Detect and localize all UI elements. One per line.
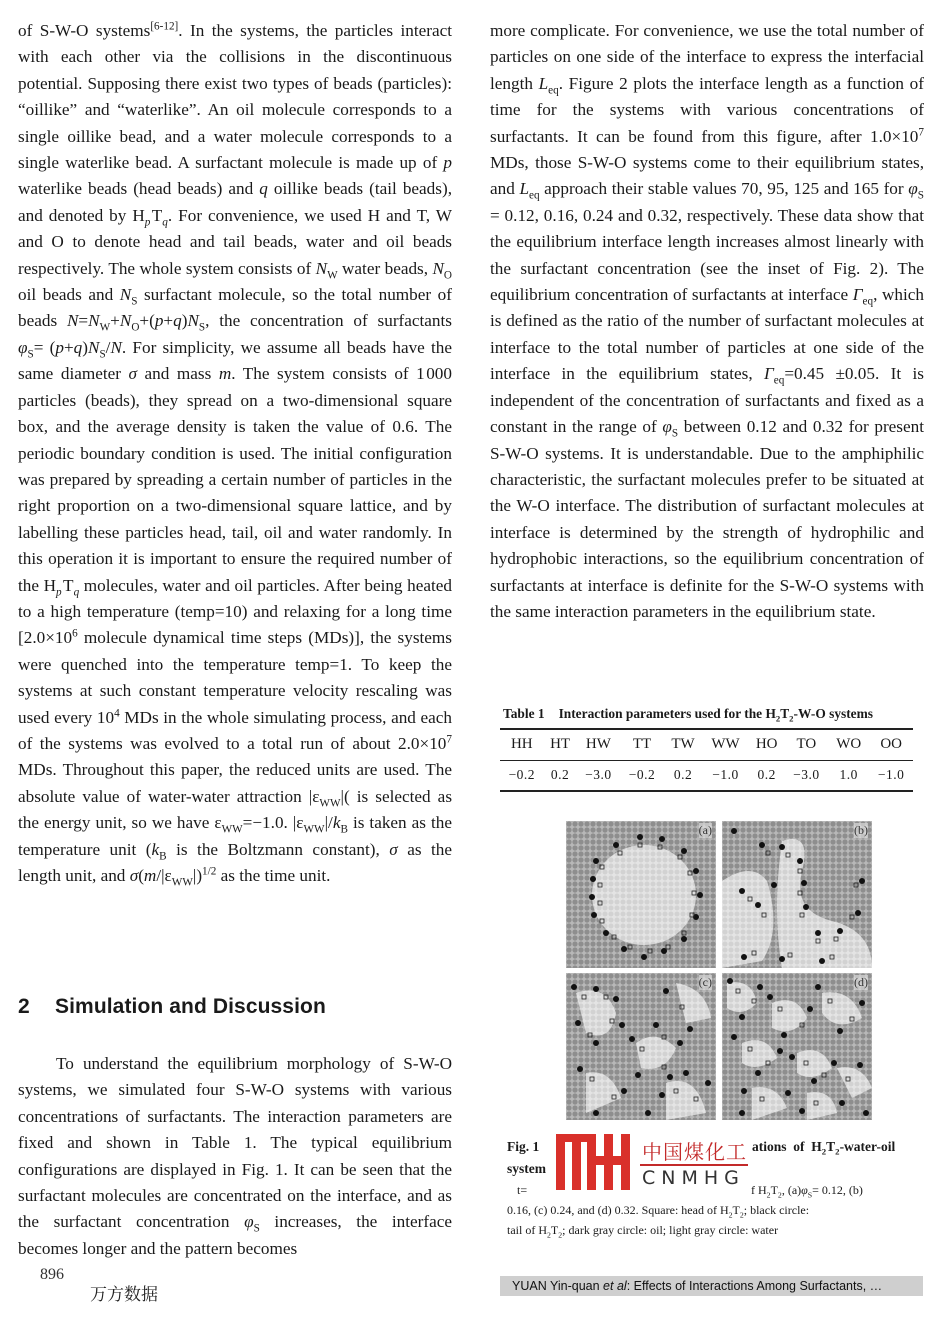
table-caption bbox=[503, 706, 913, 722]
header-cell: TT bbox=[632, 736, 652, 753]
particle-snapshot-d bbox=[722, 973, 872, 1120]
header-cell: OO bbox=[880, 736, 902, 753]
running-head-author: YUAN Yin-quan bbox=[512, 1279, 600, 1293]
panel-label-b: (b) bbox=[854, 823, 868, 837]
header-cell: WO bbox=[836, 736, 862, 753]
table-title: Interaction parameters used for the $H_2T_2-W-O$ systems bbox=[558, 706, 873, 724]
cnmhg-watermark-logo bbox=[556, 1134, 750, 1190]
header-cell: HT bbox=[550, 736, 571, 753]
right-column-body bbox=[490, 18, 924, 625]
table-cell: 1.0 bbox=[839, 767, 858, 783]
header-cell: TW bbox=[671, 736, 695, 753]
table-cell: 0.2 bbox=[673, 767, 693, 783]
figure-1-configurations bbox=[566, 821, 872, 1121]
header-cell: HO bbox=[755, 736, 778, 753]
panel-label-c: (c) bbox=[698, 975, 712, 989]
logo-divider bbox=[640, 1164, 748, 1166]
caption-line-5: tail of $H_2T_2$; dark gray circle: oil; light gray circle: water bbox=[507, 1223, 779, 1240]
page-number: 896 bbox=[40, 1266, 64, 1283]
running-head-title: : Effects of Interactions Among Surfactants, … bbox=[626, 1279, 883, 1293]
figure-panel-c bbox=[566, 973, 716, 1120]
caption-title-end: ations of $H_2T_2-water$-oil bbox=[752, 1139, 896, 1157]
header-cell: HW bbox=[585, 736, 611, 753]
figure-panel-b bbox=[722, 821, 872, 968]
table-cell: −3.0 bbox=[585, 767, 612, 783]
logo-chinese-text: 中国煤化工 bbox=[642, 1140, 747, 1164]
table-cell: −1.0 bbox=[712, 767, 739, 783]
cnmhg-logo-icon bbox=[556, 1134, 630, 1190]
section-number: 2 bbox=[18, 995, 30, 1018]
table-label: Table 1 bbox=[503, 706, 545, 721]
logo-latin-text: CNMHG bbox=[642, 1167, 745, 1189]
left-column-body-2 bbox=[18, 1051, 452, 1262]
figure-panel-d bbox=[722, 973, 872, 1120]
section-heading bbox=[18, 995, 458, 1019]
database-watermark: 万方数据 bbox=[90, 1285, 158, 1305]
left-paragraph-1: of S-W-O systems[6-12]. In the systems, the particles interact with each other via the collisions in the discontinuous potential. Supposing there exist two types of beads (particles): “oillike” and “waterlike”. An oil molecule corresponds to a single oillike bead, and a water molecule corresponds to a single waterlike bead. A surfactant molecule is made up of p waterlike beads (head beads) and q oillike beads (tail beads), and denoted by $H_p$ $T_q$. For convenience, we used H and T, W and O to denote head and tail beads, water and oil beads respectively. The whole system consists of $N_W$ water beads, $N_O$ oil beads and $N_S$ surfactant molecule, so the total number of beads $N=N_W+N_O+(p+q)N_S$, the concentration of surfactants $\varphi_S= (p+q)N_S/N$. For simplicity, we assume all beads have the same diameter σ and mass m. The system consists of 1 000 particles (beads), they spread on a two-dimensional square box, and the average density is taken the value of 0.6. The periodic boundary condition is used. The initial configuration was prepared by spreading a certain number of particles in the right proportion on a two-dimensional square lattice, and by labelling these particles head, tail, oil and water randomly. In this operation it is important to ensure the required number of the $H_p$ $T_q$ molecules, water and oil particles. After being heated to a high temperature (temp=10) and relaxing for a long time [$2.0\times 10^6$ molecule dynamical time steps (MDs)], the systems were quenched into the temperature temp=1. To keep the systems at such constant temperature velocity rescaling was used every $10^4$ MDs in the whole simulating process, and each of the systems was evolved to a total run of about $2.0\times 10^7$ MDs. Throughout this paper, the reduced units are used. The absolute value of water-water attraction $|\varepsilon_{WW}|$( is selected as the energy unit, so we have $\varepsilon_{WW}=-1.0$. $|\varepsilon_{WW}|/k_B$ is taken as the temperature unit ($k_B$ is the Boltzmann constant), σ as the length unit, and $\sigma(m/|\varepsilon_{WW}|)^{1/2}$ as the time unit. bbox=[18, 20, 453, 889]
right-paragraph-1: more complicate. For convenience, we use the total number of particles on one side of the interface to express the interfacial length $L_{eq}$. Figure 2 plots the interface length as a function of time for the systems with various concentrations of surfactants. It can be found from this figure, after $1.0\times 10^7$ MDs, those S-W-O systems come to their equilibrium states, and $L_{eq}$ approach their stable values 70, 95, 125 and 165 for $\varphi_S = 0.12$, 0.16, 0.24 and 0.32, respectively. These data show that the equilibrium interface length increases almost linearly with the surfactant concentration (see the inset of Fig. 2). The equilibrium concentration of surfactants at interface $\Gamma_{eq}$, which is defined as the ratio of the number of surfactant molecules at interface to the total number of particles at one side of the interface in the equilibrium states, $\Gamma_{eq}=0.45 \pm 0.05$. It is independent of the concentration of surfactants and fixed as a constant in the range of $\varphi_S$ between 0.12 and 0.32 for present S-W-O systems. It is understandable. Due to the amphiphilic characteristic, the surfactant molecules prefer to be situated at the W-O interface. The distribution of surfactant molecules at interface is determined by the strength of hydrophilic and hydrophobic interactions, so the equilibrium concentration of surfactants at interface is definite for the S-W-O systems with the same interaction parameters in the equilibrium state. bbox=[490, 21, 924, 621]
table-cell: −0.2 bbox=[508, 767, 536, 783]
table-row bbox=[500, 760, 913, 791]
caption-line-2: system bbox=[507, 1161, 546, 1176]
left-paragraph-2: To understand the equilibrium morphology of S-W-O systems, we simulated four S-W-O systems with various concentrations of surfactants. The interaction parameters are fixed and shown in Table 1. The typical equilibrium configurations are displayed in Fig. 1. It can be seen that the surfactant molecules are concentrated on the interface, and as the surfactant concentration $\varphi_S$ increases, the interface becomes longer and the pattern becomes bbox=[18, 1054, 453, 1258]
caption-line-3-start: t= bbox=[517, 1183, 528, 1197]
table-cell: 0.2 bbox=[550, 767, 570, 783]
table-cell: −3.0 bbox=[793, 767, 820, 783]
figure-panel-a bbox=[566, 821, 716, 968]
panel-label-d: (d) bbox=[854, 975, 868, 989]
section-title: Simulation and Discussion bbox=[55, 995, 326, 1018]
particle-snapshot-b bbox=[722, 821, 872, 968]
header-cell: WW bbox=[711, 736, 740, 753]
caption-line-3-end: f $H_2T_2$, $(a)\varphi_S= 0.12$, (b) bbox=[751, 1183, 863, 1200]
left-column-body bbox=[18, 18, 452, 889]
caption-line-4: 0.16, (c) 0.24, and (d) 0.32. Square: head of $H_2T_2$; black circle: bbox=[507, 1203, 810, 1220]
header-cell: HH bbox=[510, 736, 533, 753]
panel-label-a: (a) bbox=[698, 823, 712, 837]
interaction-parameters-table bbox=[500, 728, 913, 792]
table-cell: 0.2 bbox=[757, 767, 776, 783]
particle-snapshot-a bbox=[566, 821, 716, 968]
caption-label: Fig. 1 bbox=[507, 1139, 540, 1154]
running-footer bbox=[500, 1276, 923, 1296]
table-cell: −1.0 bbox=[877, 767, 905, 783]
header-cell: TO bbox=[796, 736, 817, 753]
table-cell: −0.2 bbox=[628, 767, 656, 783]
particle-snapshot-c bbox=[566, 973, 716, 1120]
table-header-row bbox=[500, 729, 913, 760]
running-head-etal: et al bbox=[603, 1279, 627, 1293]
